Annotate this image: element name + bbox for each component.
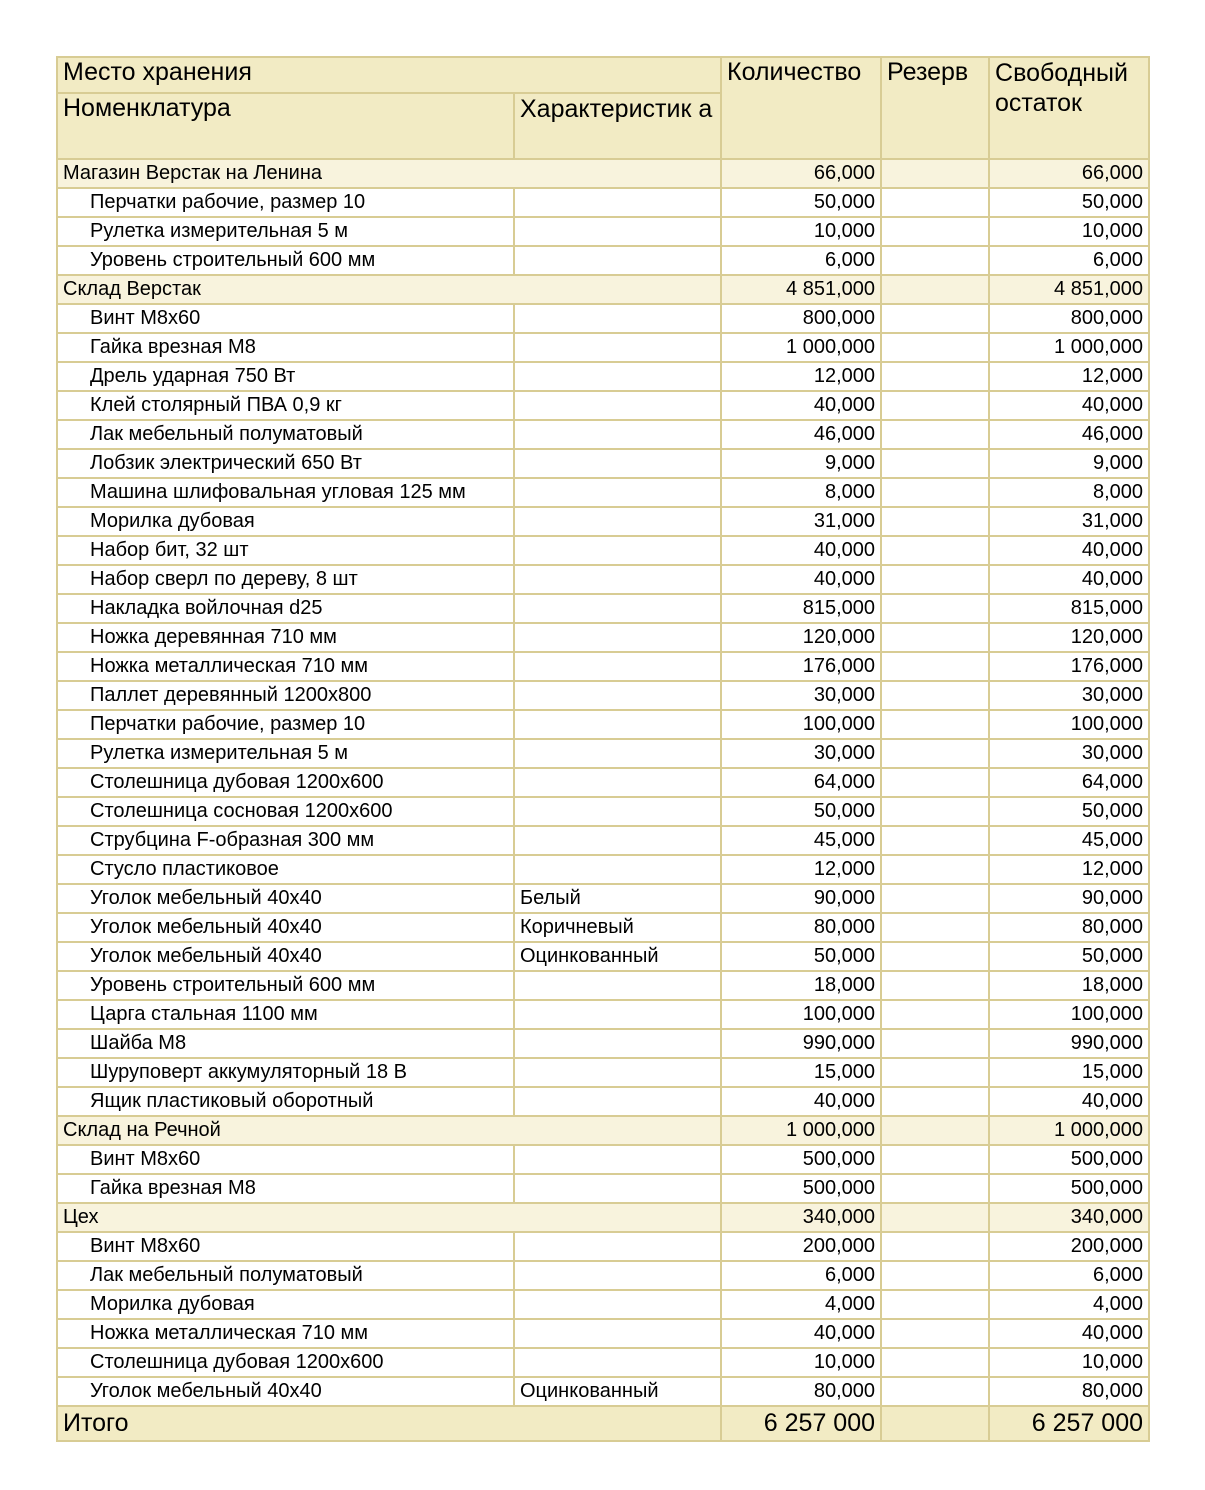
table-row — [57, 449, 1149, 478]
item-reserve — [881, 217, 989, 246]
item-characteristic — [514, 1087, 721, 1116]
item-characteristic — [514, 217, 721, 246]
item-quantity: 40,000 — [721, 536, 881, 565]
table-row — [57, 594, 1149, 623]
table-row — [57, 652, 1149, 681]
table-row — [57, 681, 1149, 710]
table-row — [57, 565, 1149, 594]
header-free-balance: Свободный остаток — [989, 57, 1149, 159]
group-name: Склад на Речной — [57, 1116, 721, 1145]
item-free: 80,000 — [989, 913, 1149, 942]
item-quantity: 500,000 — [721, 1145, 881, 1174]
item-quantity: 12,000 — [721, 362, 881, 391]
item-reserve — [881, 362, 989, 391]
item-name: Шуруповерт аккумуляторный 18 В — [57, 1058, 514, 1087]
item-free: 10,000 — [989, 1348, 1149, 1377]
item-characteristic — [514, 826, 721, 855]
table-row — [57, 623, 1149, 652]
item-free: 120,000 — [989, 623, 1149, 652]
item-reserve — [881, 971, 989, 1000]
item-name: Винт М8х60 — [57, 304, 514, 333]
item-free: 18,000 — [989, 971, 1149, 1000]
item-reserve — [881, 855, 989, 884]
item-reserve — [881, 478, 989, 507]
item-reserve — [881, 623, 989, 652]
item-free: 500,000 — [989, 1174, 1149, 1203]
group-reserve — [881, 159, 989, 188]
item-reserve — [881, 1000, 989, 1029]
table-row — [57, 507, 1149, 536]
item-name: Уровень строительный 600 мм — [57, 246, 514, 275]
table-row — [57, 1290, 1149, 1319]
item-reserve — [881, 565, 989, 594]
item-quantity: 6,000 — [721, 246, 881, 275]
item-quantity: 40,000 — [721, 391, 881, 420]
item-characteristic: Оцинкованный — [514, 942, 721, 971]
table-row — [57, 884, 1149, 913]
table-row — [57, 1087, 1149, 1116]
item-name: Машина шлифовальная угловая 125 мм — [57, 478, 514, 507]
item-free: 10,000 — [989, 217, 1149, 246]
item-quantity: 40,000 — [721, 1319, 881, 1348]
group-free: 1 000,000 — [989, 1116, 1149, 1145]
item-quantity: 1 000,000 — [721, 333, 881, 362]
item-quantity: 815,000 — [721, 594, 881, 623]
item-characteristic — [514, 507, 721, 536]
item-reserve — [881, 594, 989, 623]
item-quantity: 9,000 — [721, 449, 881, 478]
item-name: Перчатки рабочие, размер 10 — [57, 710, 514, 739]
header-reserve: Резерв — [881, 57, 989, 159]
item-characteristic: Коричневый — [514, 913, 721, 942]
header-characteristic: Характеристик а — [514, 93, 721, 159]
item-characteristic — [514, 681, 721, 710]
item-reserve — [881, 304, 989, 333]
item-name: Гайка врезная М8 — [57, 1174, 514, 1203]
item-free: 15,000 — [989, 1058, 1149, 1087]
table-row — [57, 826, 1149, 855]
item-quantity: 100,000 — [721, 1000, 881, 1029]
item-reserve — [881, 507, 989, 536]
item-name: Дрель ударная 750 Вт — [57, 362, 514, 391]
item-quantity: 176,000 — [721, 652, 881, 681]
item-free: 100,000 — [989, 1000, 1149, 1029]
item-free: 40,000 — [989, 1087, 1149, 1116]
table-row — [57, 1174, 1149, 1203]
item-quantity: 6,000 — [721, 1261, 881, 1290]
item-quantity: 90,000 — [721, 884, 881, 913]
item-name: Лак мебельный полуматовый — [57, 1261, 514, 1290]
total-label: Итого — [57, 1406, 721, 1441]
item-quantity: 31,000 — [721, 507, 881, 536]
item-characteristic — [514, 1145, 721, 1174]
item-quantity: 10,000 — [721, 1348, 881, 1377]
item-name: Рулетка измерительная 5 м — [57, 739, 514, 768]
item-free: 46,000 — [989, 420, 1149, 449]
item-free: 30,000 — [989, 739, 1149, 768]
item-reserve — [881, 420, 989, 449]
item-characteristic — [514, 768, 721, 797]
item-characteristic — [514, 478, 721, 507]
item-free: 50,000 — [989, 188, 1149, 217]
item-name: Перчатки рабочие, размер 10 — [57, 188, 514, 217]
item-reserve — [881, 391, 989, 420]
item-free: 40,000 — [989, 565, 1149, 594]
item-characteristic — [514, 420, 721, 449]
item-reserve — [881, 1174, 989, 1203]
item-reserve — [881, 1261, 989, 1290]
item-characteristic — [514, 1261, 721, 1290]
table-row — [57, 188, 1149, 217]
group-row — [57, 159, 1149, 188]
item-quantity: 40,000 — [721, 1087, 881, 1116]
group-free: 4 851,000 — [989, 275, 1149, 304]
item-quantity: 15,000 — [721, 1058, 881, 1087]
item-characteristic — [514, 391, 721, 420]
item-reserve — [881, 1087, 989, 1116]
item-name: Винт М8х60 — [57, 1232, 514, 1261]
item-quantity: 800,000 — [721, 304, 881, 333]
item-quantity: 10,000 — [721, 217, 881, 246]
item-name: Паллет деревянный 1200х800 — [57, 681, 514, 710]
item-characteristic — [514, 565, 721, 594]
item-free: 45,000 — [989, 826, 1149, 855]
item-reserve — [881, 942, 989, 971]
table-row — [57, 391, 1149, 420]
item-name: Гайка врезная М8 — [57, 333, 514, 362]
item-reserve — [881, 681, 989, 710]
table-row — [57, 710, 1149, 739]
item-free: 64,000 — [989, 768, 1149, 797]
table-row — [57, 420, 1149, 449]
table-row — [57, 333, 1149, 362]
item-characteristic — [514, 1000, 721, 1029]
item-free: 8,000 — [989, 478, 1149, 507]
table-row — [57, 913, 1149, 942]
item-name: Винт М8х60 — [57, 1145, 514, 1174]
total-free: 6 257 000 — [989, 1406, 1149, 1441]
item-reserve — [881, 1319, 989, 1348]
group-quantity: 66,000 — [721, 159, 881, 188]
item-name: Ножка металлическая 710 мм — [57, 652, 514, 681]
item-name: Шайба М8 — [57, 1029, 514, 1058]
table-row — [57, 217, 1149, 246]
item-free: 40,000 — [989, 1319, 1149, 1348]
item-name: Столешница дубовая 1200х600 — [57, 1348, 514, 1377]
item-quantity: 30,000 — [721, 681, 881, 710]
table-row — [57, 1232, 1149, 1261]
item-free: 800,000 — [989, 304, 1149, 333]
item-name: Набор бит, 32 шт — [57, 536, 514, 565]
item-quantity: 80,000 — [721, 1377, 881, 1406]
total-quantity: 6 257 000 — [721, 1406, 881, 1441]
total-reserve — [881, 1406, 989, 1441]
item-reserve — [881, 1348, 989, 1377]
table-row — [57, 942, 1149, 971]
item-reserve — [881, 1058, 989, 1087]
group-quantity: 1 000,000 — [721, 1116, 881, 1145]
item-free: 200,000 — [989, 1232, 1149, 1261]
item-quantity: 200,000 — [721, 1232, 881, 1261]
group-free: 66,000 — [989, 159, 1149, 188]
item-name: Уголок мебельный 40х40 — [57, 913, 514, 942]
item-name: Столешница сосновая 1200х600 — [57, 797, 514, 826]
item-name: Уровень строительный 600 мм — [57, 971, 514, 1000]
group-row — [57, 1116, 1149, 1145]
table-row — [57, 246, 1149, 275]
item-free: 40,000 — [989, 536, 1149, 565]
item-name: Ящик пластиковый оборотный — [57, 1087, 514, 1116]
item-name: Стусло пластиковое — [57, 855, 514, 884]
item-quantity: 50,000 — [721, 188, 881, 217]
table-row — [57, 1319, 1149, 1348]
item-reserve — [881, 333, 989, 362]
item-reserve — [881, 1145, 989, 1174]
item-characteristic — [514, 1319, 721, 1348]
item-quantity: 500,000 — [721, 1174, 881, 1203]
item-name: Ножка металлическая 710 мм — [57, 1319, 514, 1348]
item-characteristic — [514, 1058, 721, 1087]
item-characteristic — [514, 188, 721, 217]
header-nomenclature: Номенклатура — [57, 93, 514, 159]
item-characteristic — [514, 710, 721, 739]
item-quantity: 46,000 — [721, 420, 881, 449]
item-reserve — [881, 913, 989, 942]
item-name: Клей столярный ПВА 0,9 кг — [57, 391, 514, 420]
item-characteristic — [514, 362, 721, 391]
table-row — [57, 362, 1149, 391]
item-quantity: 45,000 — [721, 826, 881, 855]
item-reserve — [881, 826, 989, 855]
item-quantity: 18,000 — [721, 971, 881, 1000]
item-name: Морилка дубовая — [57, 1290, 514, 1319]
item-characteristic — [514, 246, 721, 275]
item-reserve — [881, 710, 989, 739]
table-row — [57, 1261, 1149, 1290]
item-quantity: 4,000 — [721, 1290, 881, 1319]
table-row — [57, 1029, 1149, 1058]
item-free: 50,000 — [989, 797, 1149, 826]
item-name: Струбцина F-образная 300 мм — [57, 826, 514, 855]
item-reserve — [881, 768, 989, 797]
item-quantity: 100,000 — [721, 710, 881, 739]
item-name: Уголок мебельный 40х40 — [57, 884, 514, 913]
item-characteristic — [514, 652, 721, 681]
item-reserve — [881, 652, 989, 681]
item-free: 1 000,000 — [989, 333, 1149, 362]
item-quantity: 12,000 — [721, 855, 881, 884]
item-characteristic: Оцинкованный — [514, 1377, 721, 1406]
group-row — [57, 275, 1149, 304]
item-free: 12,000 — [989, 362, 1149, 391]
group-name: Цех — [57, 1203, 721, 1232]
item-characteristic — [514, 1232, 721, 1261]
group-name: Склад Верстак — [57, 275, 721, 304]
item-reserve — [881, 797, 989, 826]
item-name: Рулетка измерительная 5 м — [57, 217, 514, 246]
item-characteristic: Белый — [514, 884, 721, 913]
item-free: 100,000 — [989, 710, 1149, 739]
item-free: 50,000 — [989, 942, 1149, 971]
item-reserve — [881, 884, 989, 913]
item-quantity: 30,000 — [721, 739, 881, 768]
group-name: Магазин Верстак на Ленина — [57, 159, 721, 188]
item-quantity: 80,000 — [721, 913, 881, 942]
item-quantity: 120,000 — [721, 623, 881, 652]
group-row — [57, 1203, 1149, 1232]
group-reserve — [881, 275, 989, 304]
item-free: 90,000 — [989, 884, 1149, 913]
table-row — [57, 1145, 1149, 1174]
item-characteristic — [514, 536, 721, 565]
item-free: 176,000 — [989, 652, 1149, 681]
item-name: Лобзик электрический 650 Вт — [57, 449, 514, 478]
item-reserve — [881, 536, 989, 565]
item-characteristic — [514, 739, 721, 768]
item-quantity: 64,000 — [721, 768, 881, 797]
item-characteristic — [514, 449, 721, 478]
table-row — [57, 1000, 1149, 1029]
item-characteristic — [514, 1348, 721, 1377]
group-quantity: 340,000 — [721, 1203, 881, 1232]
item-quantity: 40,000 — [721, 565, 881, 594]
item-characteristic — [514, 1174, 721, 1203]
item-name: Лак мебельный полуматовый — [57, 420, 514, 449]
header-quantity: Количество — [721, 57, 881, 159]
table-row — [57, 1058, 1149, 1087]
table-row — [57, 797, 1149, 826]
item-name: Набор сверл по дереву, 8 шт — [57, 565, 514, 594]
item-free: 815,000 — [989, 594, 1149, 623]
item-free: 4,000 — [989, 1290, 1149, 1319]
item-reserve — [881, 246, 989, 275]
item-reserve — [881, 1377, 989, 1406]
item-name: Уголок мебельный 40х40 — [57, 942, 514, 971]
table-row — [57, 478, 1149, 507]
item-characteristic — [514, 594, 721, 623]
table-row — [57, 1377, 1149, 1406]
table-row — [57, 739, 1149, 768]
group-free: 340,000 — [989, 1203, 1149, 1232]
item-free: 12,000 — [989, 855, 1149, 884]
table-row — [57, 1348, 1149, 1377]
item-free: 6,000 — [989, 1261, 1149, 1290]
item-free: 31,000 — [989, 507, 1149, 536]
item-name: Морилка дубовая — [57, 507, 514, 536]
group-reserve — [881, 1203, 989, 1232]
item-characteristic — [514, 971, 721, 1000]
table-row — [57, 855, 1149, 884]
total-row — [57, 1406, 1149, 1441]
item-characteristic — [514, 1029, 721, 1058]
table-row — [57, 971, 1149, 1000]
item-quantity: 50,000 — [721, 797, 881, 826]
item-reserve — [881, 739, 989, 768]
item-characteristic — [514, 1290, 721, 1319]
item-reserve — [881, 1232, 989, 1261]
item-free: 6,000 — [989, 246, 1149, 275]
table-row — [57, 304, 1149, 333]
stock-report-table — [56, 56, 1150, 1442]
item-quantity: 50,000 — [721, 942, 881, 971]
item-characteristic — [514, 304, 721, 333]
item-name: Накладка войлочная d25 — [57, 594, 514, 623]
item-name: Столешница дубовая 1200х600 — [57, 768, 514, 797]
item-free: 40,000 — [989, 391, 1149, 420]
item-name: Уголок мебельный 40х40 — [57, 1377, 514, 1406]
item-name: Царга стальная 1100 мм — [57, 1000, 514, 1029]
item-reserve — [881, 1290, 989, 1319]
table-row — [57, 536, 1149, 565]
item-reserve — [881, 188, 989, 217]
item-characteristic — [514, 333, 721, 362]
item-characteristic — [514, 623, 721, 652]
group-quantity: 4 851,000 — [721, 275, 881, 304]
item-characteristic — [514, 797, 721, 826]
item-quantity: 990,000 — [721, 1029, 881, 1058]
table-row — [57, 768, 1149, 797]
item-free: 30,000 — [989, 681, 1149, 710]
group-reserve — [881, 1116, 989, 1145]
item-reserve — [881, 449, 989, 478]
header-row — [57, 57, 1149, 93]
item-free: 500,000 — [989, 1145, 1149, 1174]
item-free: 80,000 — [989, 1377, 1149, 1406]
item-characteristic — [514, 855, 721, 884]
item-quantity: 8,000 — [721, 478, 881, 507]
item-reserve — [881, 1029, 989, 1058]
item-name: Ножка деревянная 710 мм — [57, 623, 514, 652]
header-location: Место хранения — [57, 57, 721, 93]
item-free: 990,000 — [989, 1029, 1149, 1058]
item-free: 9,000 — [989, 449, 1149, 478]
